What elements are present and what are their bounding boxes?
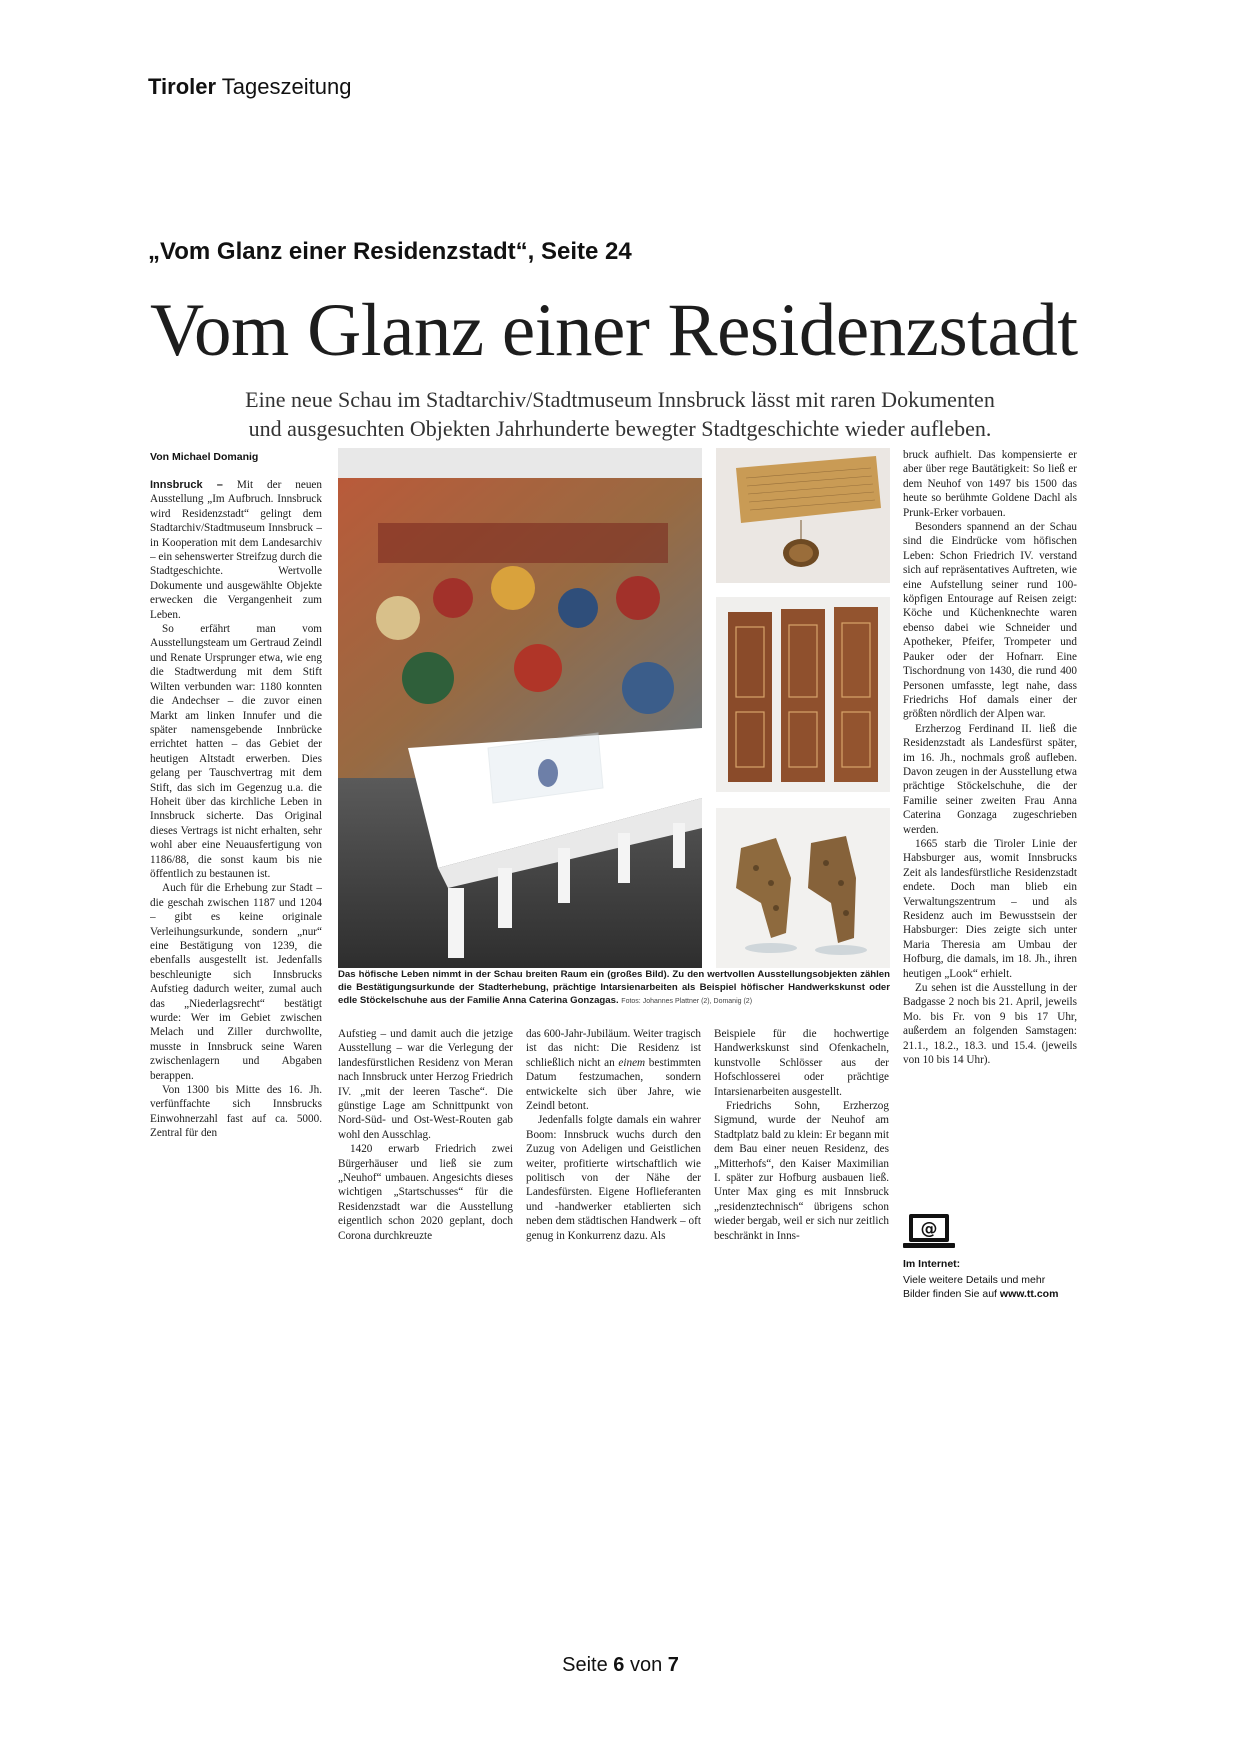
paragraph: bruck aufhielt. Das kompensierte er aber über rege Bautätigkeit: So ließ er dem Neuhof von 1497 bis 1500 das heute so berühmte Goldene Dachl als Prunk-Erker vorbauen. (903, 449, 1077, 519)
byline: Von Michael Domanig (150, 451, 259, 463)
paragraph: Friedrichs Sohn, Erzherzog Sigmund, wurde der Neuhof am Stadtplatz bald zu klein: Er begann mit dem Bau einer neuen Residenz, des „Mitterhofs“, den Kaiser Maximilian I. später zur Hofburg ausbauen ließ. Unter Max ging es mit Innsbruck „residenztechnisch“ übrigens schon wieder bergab, weil er sich nur zeitlich beschränkt in Inns- (714, 1100, 889, 1242)
main-photo-exhibition-table (338, 448, 702, 968)
current-page: 6 (613, 1654, 625, 1676)
internet-text-prefix: Bilder finden Sie auf (903, 1288, 997, 1300)
photo-certificate-document (716, 448, 890, 583)
paragraph: Von 1300 bis Mitte des 16. Jh. verfünffachte sich Innsbrucks Einwohnerzahl fast auf ca. 5000. Zentral für den (150, 1084, 322, 1140)
paragraph-text: Mit der neuen Ausstellung „Im Aufbruch. Innsbruck wird Residenzstadt“ gelingt dem Stadtarchiv/Stadtmuseum Innsbruck – in Kooperation mit dem Landesarchiv – ein sehenswerter Streifzug durch die Stadtgeschichte. Wertvolle Dokumente und ausgewählte Objekte erwecken die Vergangenheit zum Leben. (150, 479, 322, 621)
photo-caption (338, 968, 890, 1008)
article-column-5 (903, 448, 1077, 1166)
at-sign-laptop-icon (903, 1212, 955, 1252)
svg-text:@: @ (920, 1219, 938, 1239)
paragraph: Besonders spannend an der Schau sind die Eindrücke vom höfischen Leben: Schon Friedrich IV. verstand sich auf repräsentatives Auftreten, wie eine Aufstellung seiner rund 100-köpfigen Entourage auf Reisen zeigt: Köche und Küchenknechte waren ebenso dabei wie Schneider und Apotheker, Pfeifer, Trompeter und Pauker oder der Hofnarr. Eine Tischordnung von 1430, die rund 400 Personen umfasste, legt nahe, dass Friedrichs Hof damals einer der größten nördlich der Alpen war. (903, 521, 1077, 721)
paragraph: Auch für die Erhebung zur Stadt – die geschah zwischen 1187 und 1204 – gibt es keine originale Verleihungsurkunde, sondern „nur“ eine Bestätigung von 1239, die ebenfalls ausgestellt ist. Jedenfalls beschleunigte sich Innsbrucks Aufstieg dadurch weiter, zumal auch das „Niederlagsrecht“ bestätigt wurde: Wer im Gebiet zwischen Melach und Ziller durchwollte, musste in Innsbruck seine Waren zwischenlagern und Abgaben berappen. (150, 882, 322, 1082)
headline: Vom Glanz einer Residenzstadt (150, 289, 1078, 372)
internet-text-line: Viele weitere Details und mehr (903, 1274, 1046, 1286)
paragraph (150, 478, 322, 622)
article-reference: „Vom Glanz einer Residenzstadt“, Seite 24 (148, 238, 632, 265)
paragraph: 1665 starb die Tiroler Linie der Habsburger aus, womit Innsbrucks Zeit als landesfürstliche Residenzstadt endete. Doch man blieb ein Verwaltungszentrum – und als Residenz auch im Bewusstsein der Habsburger: Dies zeigte sich unter Maria Theresia am Umbau der Hofburg, die damals, im 18. Jh., ihren heutigen „Look“ erhielt. (903, 837, 1077, 980)
photo-credit: Fotos: Johannes Plattner (2), Domanig (2) (621, 998, 753, 1005)
paragraph (526, 1027, 701, 1113)
article-column-4 (714, 1027, 889, 1302)
article-column-3 (526, 1027, 701, 1302)
paragraph: 1420 erwarb Friedrich zwei Bürgerhäuser und ließ sie zum „Neuhof“ umbauen. Angesichts dieses wichtigen „Startschusses“ für die Residenzstadt war die Ausstellung eigentlich schon 2020 geplant, doch Corona durchkreuzte (338, 1143, 513, 1242)
page-number (0, 1654, 1241, 1677)
paragraph: So erfährt man vom Ausstellungsteam um Gertraud Zeindl und Renate Ursprunger etwa, wie eng die Stadtwerdung mit dem Stift Wilten verbunden war: 1180 konnten die Andechser – die zuvor einen Markt am linken Innufer und die später namensgebende Innbrücke errichtet hatten – das Gebiet der heutigen Altstadt erwerben. Dies gelang per Tauschvertrag mit dem Stift, das sich im Gegenzug u.a. die Hoheit über das kirchliche Leben in Innsbruck sicherte. Das Original dieses Vertrags ist nicht erhalten, sehr wohl aber eine Neuausfertigung von 1186/88, die sonst kaum bis nie öffentlich zu bestaunen ist. (150, 623, 322, 880)
newspaper-name (148, 74, 351, 100)
total-pages: 7 (667, 1654, 679, 1676)
paragraph: Jedenfalls folgte damals ein wahrer Boom: Innsbruck wuchs durch den Zuzug von Adeligen und Geistlichen weiter, profitierte wirtschaftlich wie politisch von der Nähe der Landesfürsten. Eigene Hoflieferanten und -handwerker etablierten sich neben dem städtischen Handwerk – oft genug in Konkurrenz dazu. Als (526, 1114, 701, 1242)
caption-text: Das höfische Leben nimmt in der Schau breiten Raum ein (großes Bild). Zu den wertvollen Ausstellungsobjekten zählen die Bestätigungsurkunde der Stadterhebung, prächtige Intarsienarbeiten als Beispiel höfischer Handwerkskunst oder edle Stöckelschuhe aus der Familie Anna Caterina Gonzagas. (338, 969, 890, 1006)
internet-text (903, 1273, 1093, 1301)
article-column-1 (150, 478, 322, 1300)
paragraph: Beispiele für die hochwertige Handwerkskunst sind Ofenkacheln, kunstvolle Schlösser aus der Hofschlosserei oder prächtige Intarsienarbeiten ausgestellt. (714, 1028, 889, 1098)
paragraph: Aufstieg – und damit auch die jetzige Ausstellung – war die Verlegung der landesfürstlichen Residenz von Meran nach Innsbruck unter Herzog Friedrich IV. „mit der leeren Tasche“. Die günstige Lage am Schnittpunkt von Nord-Süd- und Ost-West-Routen gab wohl den Ausschlag. (338, 1028, 513, 1141)
paragraph-text: das 600-Jahr-Jubiläum. Weiter tragisch ist das nicht: Die Residenz ist schließlich nicht an (526, 1028, 701, 1069)
paragraph: Zu sehen ist die Ausstellung in der Badgasse 2 noch bis 21. April, jeweils Mo. bis Fr. von 9 bis 17 Uhr, außerdem an folgenden Samstagen: 21.1., 18.2., 18.3. und 15.4. (jeweils von 10 bis 14 Uhr). (903, 982, 1077, 1067)
page-label: Seite (562, 1654, 608, 1676)
emphasis: einem (618, 1056, 646, 1069)
paragraph-text: bestimmten Datum festzumachen, sondern entwickelte sich über Jahre, wie Zeindl betont. (526, 1056, 701, 1113)
subhead-line-2: und ausgesuchten Objekten Jahrhunderte bewegter Stadtgeschichte wieder aufleben. (248, 416, 992, 441)
internet-label: Im Internet: (903, 1258, 961, 1270)
brand-bold: Tiroler (148, 74, 217, 99)
page-of-label: von (629, 1654, 663, 1676)
article-column-2 (338, 1027, 513, 1302)
dateline: Innsbruck – (150, 479, 223, 491)
brand-rest: Tageszeitung (221, 74, 352, 99)
paragraph: Erzherzog Ferdinand II. ließ die Residenzstadt als Landesfürst später, im 16. Jh., nochmals groß aufleben. Davon zeugen in der Ausstellung etwa prächtige Stöckelschuhe, die der Familie seiner zweiten Frau Anna Caterina Gonzaga zugeschrieben werden. (903, 722, 1077, 836)
photo-heeled-shoes (716, 808, 890, 968)
subhead-line-1: Eine neue Schau im Stadtarchiv/Stadtmuseum Innsbruck lässt mit raren Dokumenten (245, 387, 995, 412)
subheadline (150, 385, 1090, 443)
website-link[interactable]: www.tt.com (999, 1288, 1059, 1300)
photo-inlay-panels (716, 597, 890, 792)
